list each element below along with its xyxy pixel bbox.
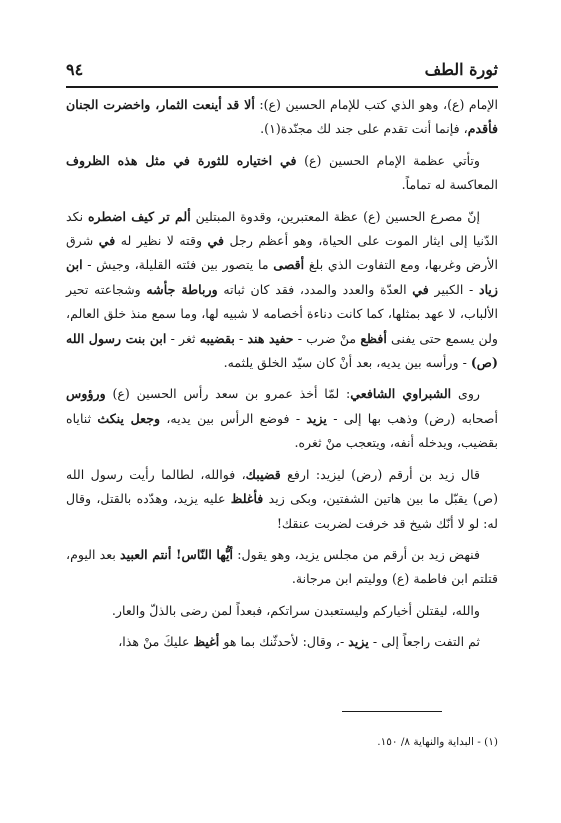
bold-text-segment: وجعل ينكث: [97, 410, 161, 426]
text-segment: - فوضع الرأس بين يديه،: [160, 410, 307, 426]
bold-text-segment: ابن بنت رسول الله (ص): [66, 330, 498, 371]
bold-text-segment: ورؤوس: [66, 386, 106, 402]
text-segment: ما يتصور بين فئته القليلة، وجيش -: [82, 257, 274, 273]
bold-text-segment: الشبراوي الشافعي: [350, 386, 452, 402]
page-title: ثورة الطف: [424, 60, 498, 79]
text-segment: وقته لا نظير له: [115, 233, 208, 249]
text-segment: أصحابه (رض) وذهب بها إلى -: [326, 410, 498, 426]
footnote: (١) - البداية والنهاية ٨/ ١٥٠.: [377, 736, 498, 748]
text-segment: والله، ليقتلن أخياركم وليستعبدن سراتكم، فبعداً لمن رضى بالذلّ والعار.: [111, 602, 480, 618]
text-segment: عليه يزيد، وهدّده بالقتل، وقال له: لو لا أنّك شيخ قد خرفت لضربت عنقك!: [66, 491, 498, 531]
header-rule: [66, 86, 498, 88]
text-segment: وشجاعته تحير الألباب، لا عهد بمثلها، كما كانت دناءة أخصامه لا شبيه لها، وما سمع منذ خلق العالم، ولن يسمع حتى يفنى: [66, 281, 499, 346]
body-paragraph: [66, 463, 498, 536]
body-paragraph: [66, 205, 498, 376]
text-segment: وتأتي عظمة الإمام الحسين (ع): [296, 152, 481, 168]
bold-text-segment: ورباطة جأشه: [146, 281, 218, 297]
body-paragraph: [66, 630, 498, 654]
text-segment: ثناياه بقضيب، ويدخله أنفه، ويتعجب منْ ثغره.: [66, 410, 498, 451]
text-segment: نكد الدّنيا إلى ايثار الموت على الحياة، وهو أعظم رجل: [66, 208, 498, 249]
text-segment: بعد اليوم، قتلتم ابن فاطمة (ع) ووليتم ابن مرجانة.: [66, 546, 498, 587]
text-segment: الإمام (ع)، وهو الذي كتب للإمام الحسين (ع):: [254, 97, 498, 112]
text-segment: عليكَ منْ هذا،: [118, 634, 194, 650]
bold-text-segment: أيُّها النّاس! أنتم العبيد: [120, 546, 234, 562]
bold-text-segment: ألم تر كيف اضطره: [87, 208, 191, 224]
footnote-rule: [342, 711, 442, 712]
text-segment: العدّة والعدد والمدد، فقد كان ثباته: [217, 281, 413, 297]
text-segment: ثغر -: [166, 330, 200, 346]
text-segment: ، فوالله، لطالما رأيت رسول الله (ص) يقبّل ما بين هاتين الشفتين، وبكى زيد: [66, 466, 498, 507]
text-segment: روى: [451, 386, 480, 402]
bold-text-segment: في: [98, 233, 116, 249]
text-segment: ، فإنما أنت تقدم على جند لك مجنّدة: [280, 121, 468, 137]
text-segment: - الكبير: [428, 281, 479, 297]
text-segment: (١): [264, 121, 281, 137]
bold-text-segment: في اختياره للثورة في مثل هذه الظروف: [66, 152, 297, 168]
text-segment: إنّ مصرع الحسين (ع) عظة المعتبرين، وقدوة المبتلين: [190, 208, 481, 224]
body-paragraph: [66, 149, 498, 198]
body-paragraph: [66, 599, 498, 623]
bold-text-segment: أفظع: [360, 330, 387, 346]
body-paragraph: [66, 93, 498, 142]
bold-text-segment: حفيد هند: [247, 330, 294, 346]
page-body: [66, 93, 498, 662]
bold-text-segment: بقضيبه: [199, 330, 235, 346]
bold-text-segment: أغيظ: [193, 634, 220, 650]
text-segment: المعاكسة له تماماً.: [401, 177, 498, 193]
page-header: [66, 60, 498, 84]
bold-text-segment: في: [207, 233, 225, 249]
body-paragraph: [66, 543, 498, 592]
bold-text-segment: في: [412, 281, 429, 297]
page-number: ٩٤: [66, 60, 84, 79]
text-segment: فنهض زيد بن أرقم من مجلس يزيد، وهو يقول:: [233, 546, 480, 562]
text-segment: .: [260, 121, 265, 137]
bold-text-segment: يزيد: [348, 634, 369, 650]
bold-text-segment: فأغلظ: [230, 491, 264, 507]
text-segment: قال زيد بن أرقم (رض) ليزيد: ارفع: [280, 466, 480, 482]
text-segment: شرق الأرض وغربها، ومع التفاوت الذي بلغ: [66, 233, 498, 273]
bold-text-segment: يزيد: [306, 410, 327, 426]
text-segment: -: [234, 330, 248, 346]
text-segment: ثم التفت راجعاً إلى -: [368, 634, 480, 650]
body-paragraph: [66, 382, 498, 455]
text-segment: - ورأسه بين يديه، بعد أنْ كان سيّد الخلق يلثمه.: [223, 355, 471, 371]
bold-text-segment: أقصى: [273, 257, 305, 273]
text-segment: -، وقال: لأحدثّنك بما هو: [219, 634, 349, 650]
bold-text-segment: ألا قد أينعت الثمار، واخضرت الجنان فأقدم: [66, 97, 498, 137]
bold-text-segment: قضيبك: [245, 466, 281, 482]
bold-text-segment: ابن زياد: [66, 257, 499, 297]
text-segment: : لمّا أخذ عمرو بن سعد رأس الحسين (ع): [105, 386, 351, 402]
text-segment: منْ ضرب -: [293, 330, 361, 346]
